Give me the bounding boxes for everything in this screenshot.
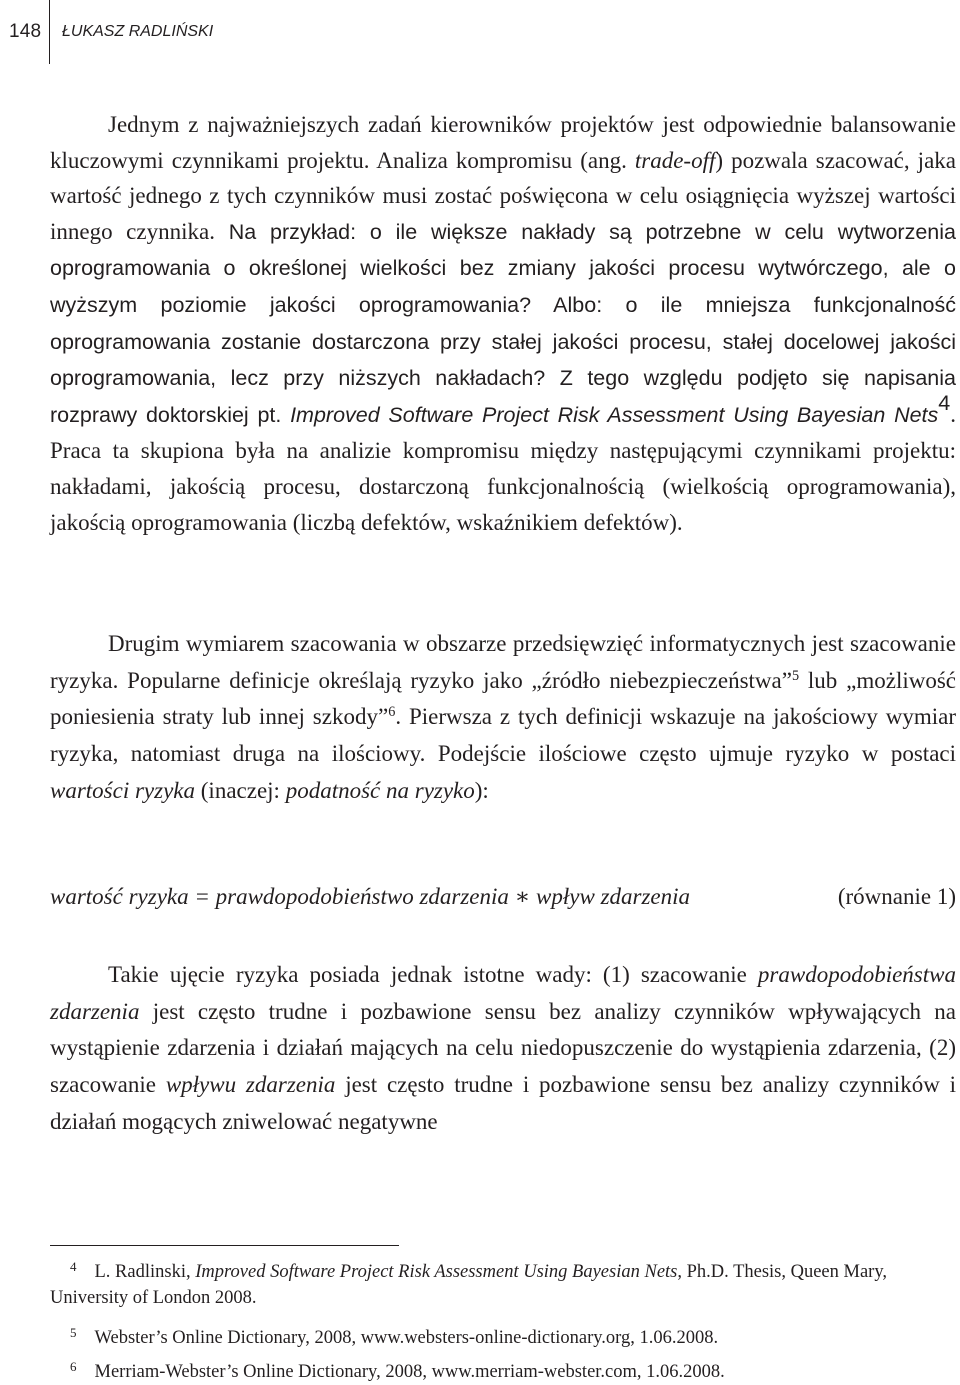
italic-term: wpływu zdarzenia [165,1072,336,1098]
footnote-title: Improved Software Project Risk Assessment Using Bayesian Nets [195,1262,678,1282]
footnote-ref[interactable]: 4 [938,390,951,415]
footnote-number: 4 [70,1259,77,1274]
footnote-4 [50,1254,956,1311]
footnote-text: Merriam-Webster’s Online Dictionary, 2008, www.merriam-webster.com, 1.06.2008. [94,1362,725,1382]
footnote-number: 6 [70,1359,77,1374]
page-number: 148 [9,21,42,42]
italic-term: wartości ryzyka [50,777,196,803]
footnote-6 [50,1354,956,1385]
paragraph-text: Na przykład: o ile większe nakłady są potrzebne w celu wytworzenia oprogramowania o określonej wielkości bez zmiany jakości procesu wytwórczego, ale o wyższym poziomie jakości oprogramowania? Albo: o ile mniejsza funkcjonalność oprogramowania zostanie dostarczona przy stałej jakości procesu, stałej docelowej jakości oprogramowania, lecz przy niższych nakładach? Z tego względu podjęto się napisania rozprawy doktorskiej pt. [50,219,956,427]
footnote-number: 5 [70,1325,77,1340]
paragraph-text: jest często trudne i pozbawione sensu bez analizy czynników wpływających na wystąpienie zdarzenia i działań mających na celu niedopuszczenie do wystąpienia zdarzenia, (2) szacowanie [50,998,956,1098]
footnote-divider [50,1245,399,1246]
footnote-ref[interactable]: 6 [388,704,396,721]
paragraph-tradeoff [50,107,956,540]
footnote-text: L. Radlinski, [94,1262,196,1282]
paragraph-text: Takie ujęcie ryzyka posiada jednak istotne wady: (1) szacowanie [108,962,758,987]
paragraph-text: ) pozwala szacować, jaka wartość jednego z tych czynników musi zostać poświęcona w celu osiągnięcia wyższej wartości innego czynnika. [50,147,956,244]
paragraph-risk [50,626,956,810]
paragraph-text: jest często trudne i pozbawione sensu bez analizy czynników i działań mogących zniwelować negatywne [50,1072,957,1134]
running-head-author: ŁUKASZ RADLIŃSKI [62,23,214,40]
italic-term: prawdopodobieństwa zdarzenia [50,962,956,1024]
equation-text: wartość ryzyka = prawdopodobieństwo zdarzenia ∗ wpływ zdarzenia [50,884,691,909]
paragraph-text: ): [474,777,489,803]
footnote-ref[interactable]: 5 [791,667,800,684]
paragraph-text: . Pierwsza z tych definicji wskazuje na jakościowy wymiar ryzyka, natomiast druga na ilościowy. Podejście ilościowe często ujmuje ryzyko w postaci [50,704,957,767]
italic-term: trade-off [634,147,716,173]
paragraph-text: Drugim wymiarem szacowania w obszarze przedsięwzięć informatycznych jest szacowanie ryzyka. Popularne definicje określają ryzyko jako „źródło niebezpieczeństwa” [50,631,956,693]
footnote-5 [50,1320,956,1351]
italic-term: podatność na ryzyko [285,777,475,803]
footnote-text: Webster’s Online Dictionary, 2008, www.websters-online-dictionary.org, 1.06.2008. [94,1328,719,1348]
paragraph-text: . Praca ta skupiona była na analizie kompromisu między następującymi czynnikami projektu: nakładami, jakością procesu, dostarczoną funkcjonalnością (wielkością oprogramowania), jakością oprogramowania (liczbą defektów, wskaźnikiem defektów). [50,401,956,535]
page-header [0,0,960,64]
header-divider [49,0,50,64]
paragraph-text: lub „możliwość poniesienia straty lub innej szkody” [50,667,956,730]
equation-label: (równanie 1) [837,884,956,909]
paragraph-text: (inaczej: [195,777,286,803]
thesis-title: Improved Software Project Risk Assessment Using Bayesian Nets [290,402,939,427]
footnote-text: , Ph.D. Thesis, Queen Mary, University of London 2008. [50,1262,888,1308]
paragraph-drawbacks [50,957,956,1141]
paragraph-text: Jednym z najważniejszych zadań kierowników projektów jest odpowiednie balansowanie kluczowymi czynnikami projektu. Analiza kompromisu (ang. [50,112,956,173]
